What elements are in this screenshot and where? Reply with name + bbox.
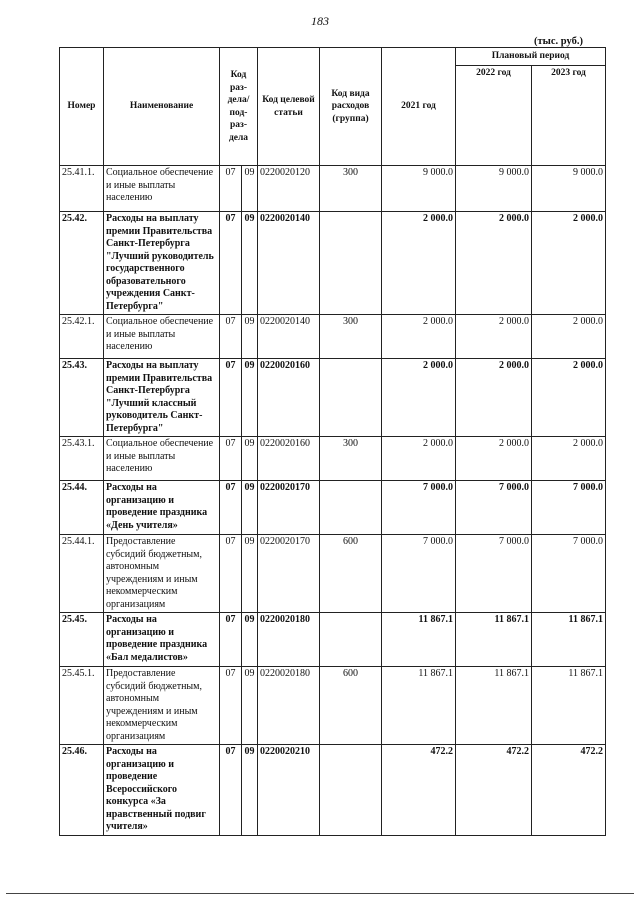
row-value-2023: 11 867.1 bbox=[532, 613, 606, 667]
table-row bbox=[60, 212, 606, 315]
row-subsection: 09 bbox=[242, 613, 258, 667]
row-value-2022: 2 000.0 bbox=[456, 315, 532, 359]
page-bottom-rule bbox=[6, 893, 634, 894]
row-name: Расходы на организацию и проведение Всероссийского конкурса «За нравственный подвиг учителя» bbox=[104, 745, 220, 836]
row-name: Расходы на выплату премии Правительства Санкт-Петербурга "Лучший классный руководитель Санкт-Петербурга" bbox=[104, 359, 220, 437]
row-value-2021: 2 000.0 bbox=[382, 437, 456, 481]
row-number: 25.44.1. bbox=[60, 535, 104, 613]
row-name: Социальное обеспечение и иные выплаты населению bbox=[104, 315, 220, 359]
row-expense-code: 600 bbox=[320, 667, 382, 745]
row-number: 25.46. bbox=[60, 745, 104, 836]
row-target-code: 0220020160 bbox=[258, 437, 320, 481]
row-value-2023: 7 000.0 bbox=[532, 481, 606, 535]
row-value-2022: 2 000.0 bbox=[456, 437, 532, 481]
row-expense-code bbox=[320, 359, 382, 437]
row-value-2022: 11 867.1 bbox=[456, 667, 532, 745]
row-subsection: 09 bbox=[242, 315, 258, 359]
row-subsection: 09 bbox=[242, 166, 258, 212]
row-target-code: 0220020170 bbox=[258, 535, 320, 613]
table-row bbox=[60, 359, 606, 437]
table-row bbox=[60, 437, 606, 481]
row-subsection: 09 bbox=[242, 437, 258, 481]
row-expense-code bbox=[320, 481, 382, 535]
row-name: Социальное обеспечение и иные выплаты населению bbox=[104, 166, 220, 212]
header-2021: 2021 год bbox=[382, 48, 456, 166]
row-value-2023: 2 000.0 bbox=[532, 437, 606, 481]
table-row bbox=[60, 481, 606, 535]
header-number: Номер bbox=[60, 48, 104, 166]
row-target-code: 0220020210 bbox=[258, 745, 320, 836]
row-number: 25.42. bbox=[60, 212, 104, 315]
row-expense-code: 300 bbox=[320, 315, 382, 359]
row-value-2023: 2 000.0 bbox=[532, 212, 606, 315]
row-section: 07 bbox=[220, 745, 242, 836]
row-subsection: 09 bbox=[242, 212, 258, 315]
row-section: 07 bbox=[220, 359, 242, 437]
row-value-2022: 7 000.0 bbox=[456, 481, 532, 535]
row-subsection: 09 bbox=[242, 359, 258, 437]
row-target-code: 0220020180 bbox=[258, 613, 320, 667]
row-name: Социальное обеспечение и иные выплаты населению bbox=[104, 437, 220, 481]
row-target-code: 0220020170 bbox=[258, 481, 320, 535]
row-subsection: 09 bbox=[242, 535, 258, 613]
row-value-2021: 2 000.0 bbox=[382, 359, 456, 437]
row-expense-code bbox=[320, 745, 382, 836]
row-subsection: 09 bbox=[242, 667, 258, 745]
units-label: (тыс. руб.) bbox=[534, 36, 583, 47]
row-expense-code: 300 bbox=[320, 437, 382, 481]
row-target-code: 0220020140 bbox=[258, 315, 320, 359]
row-number: 25.42.1. bbox=[60, 315, 104, 359]
row-section: 07 bbox=[220, 437, 242, 481]
table-row bbox=[60, 535, 606, 613]
budget-table bbox=[59, 47, 606, 836]
row-value-2023: 2 000.0 bbox=[532, 315, 606, 359]
row-name: Расходы на организацию и проведение праздника «День учителя» bbox=[104, 481, 220, 535]
row-value-2021: 9 000.0 bbox=[382, 166, 456, 212]
row-value-2022: 2 000.0 bbox=[456, 212, 532, 315]
row-name: Предоставление субсидий бюджетным, автономным учреждениям и иным некоммерческим организациям bbox=[104, 667, 220, 745]
header-section-code: Код раз-дела/ под-раз-дела bbox=[220, 48, 258, 166]
row-value-2021: 472.2 bbox=[382, 745, 456, 836]
row-value-2021: 7 000.0 bbox=[382, 481, 456, 535]
row-subsection: 09 bbox=[242, 481, 258, 535]
row-target-code: 0220020180 bbox=[258, 667, 320, 745]
row-value-2021: 7 000.0 bbox=[382, 535, 456, 613]
row-value-2022: 9 000.0 bbox=[456, 166, 532, 212]
header-name: Наименование bbox=[104, 48, 220, 166]
row-section: 07 bbox=[220, 613, 242, 667]
row-expense-code: 600 bbox=[320, 535, 382, 613]
row-value-2021: 11 867.1 bbox=[382, 667, 456, 745]
row-section: 07 bbox=[220, 667, 242, 745]
row-value-2022: 7 000.0 bbox=[456, 535, 532, 613]
row-section: 07 bbox=[220, 166, 242, 212]
row-section: 07 bbox=[220, 315, 242, 359]
header-target-code: Код целевой статьи bbox=[258, 48, 320, 166]
row-value-2021: 2 000.0 bbox=[382, 212, 456, 315]
row-target-code: 0220020120 bbox=[258, 166, 320, 212]
row-section: 07 bbox=[220, 535, 242, 613]
row-value-2022: 2 000.0 bbox=[456, 359, 532, 437]
row-number: 25.44. bbox=[60, 481, 104, 535]
row-value-2023: 9 000.0 bbox=[532, 166, 606, 212]
row-subsection: 09 bbox=[242, 745, 258, 836]
row-name: Расходы на выплату премии Правительства Санкт-Петербурга "Лучший руководитель государственного образовательного учреждения Санкт-Петербурга" bbox=[104, 212, 220, 315]
row-number: 25.43.1. bbox=[60, 437, 104, 481]
row-section: 07 bbox=[220, 212, 242, 315]
page-number: 183 bbox=[311, 14, 329, 28]
row-number: 25.43. bbox=[60, 359, 104, 437]
table-row bbox=[60, 166, 606, 212]
row-number: 25.45.1. bbox=[60, 667, 104, 745]
header-2023: 2023 год bbox=[532, 66, 606, 166]
header-expense-code: Код вида расходов (группа) bbox=[320, 48, 382, 166]
row-name: Расходы на организацию и проведение праздника «Бал медалистов» bbox=[104, 613, 220, 667]
row-expense-code bbox=[320, 212, 382, 315]
row-value-2023: 11 867.1 bbox=[532, 667, 606, 745]
row-value-2022: 11 867.1 bbox=[456, 613, 532, 667]
row-value-2021: 11 867.1 bbox=[382, 613, 456, 667]
row-target-code: 0220020160 bbox=[258, 359, 320, 437]
row-number: 25.41.1. bbox=[60, 166, 104, 212]
row-expense-code: 300 bbox=[320, 166, 382, 212]
row-value-2023: 472.2 bbox=[532, 745, 606, 836]
row-name: Предоставление субсидий бюджетным, автономным учреждениям и иным некоммерческим организациям bbox=[104, 535, 220, 613]
row-number: 25.45. bbox=[60, 613, 104, 667]
table-body bbox=[60, 166, 606, 836]
row-target-code: 0220020140 bbox=[258, 212, 320, 315]
table-row bbox=[60, 745, 606, 836]
header-2022: 2022 год bbox=[456, 66, 532, 166]
row-section: 07 bbox=[220, 481, 242, 535]
table-row bbox=[60, 667, 606, 745]
row-value-2021: 2 000.0 bbox=[382, 315, 456, 359]
row-expense-code bbox=[320, 613, 382, 667]
table-row bbox=[60, 613, 606, 667]
row-value-2023: 2 000.0 bbox=[532, 359, 606, 437]
row-value-2023: 7 000.0 bbox=[532, 535, 606, 613]
header-planning-period: Плановый период bbox=[456, 48, 606, 66]
row-value-2022: 472.2 bbox=[456, 745, 532, 836]
table-row bbox=[60, 315, 606, 359]
